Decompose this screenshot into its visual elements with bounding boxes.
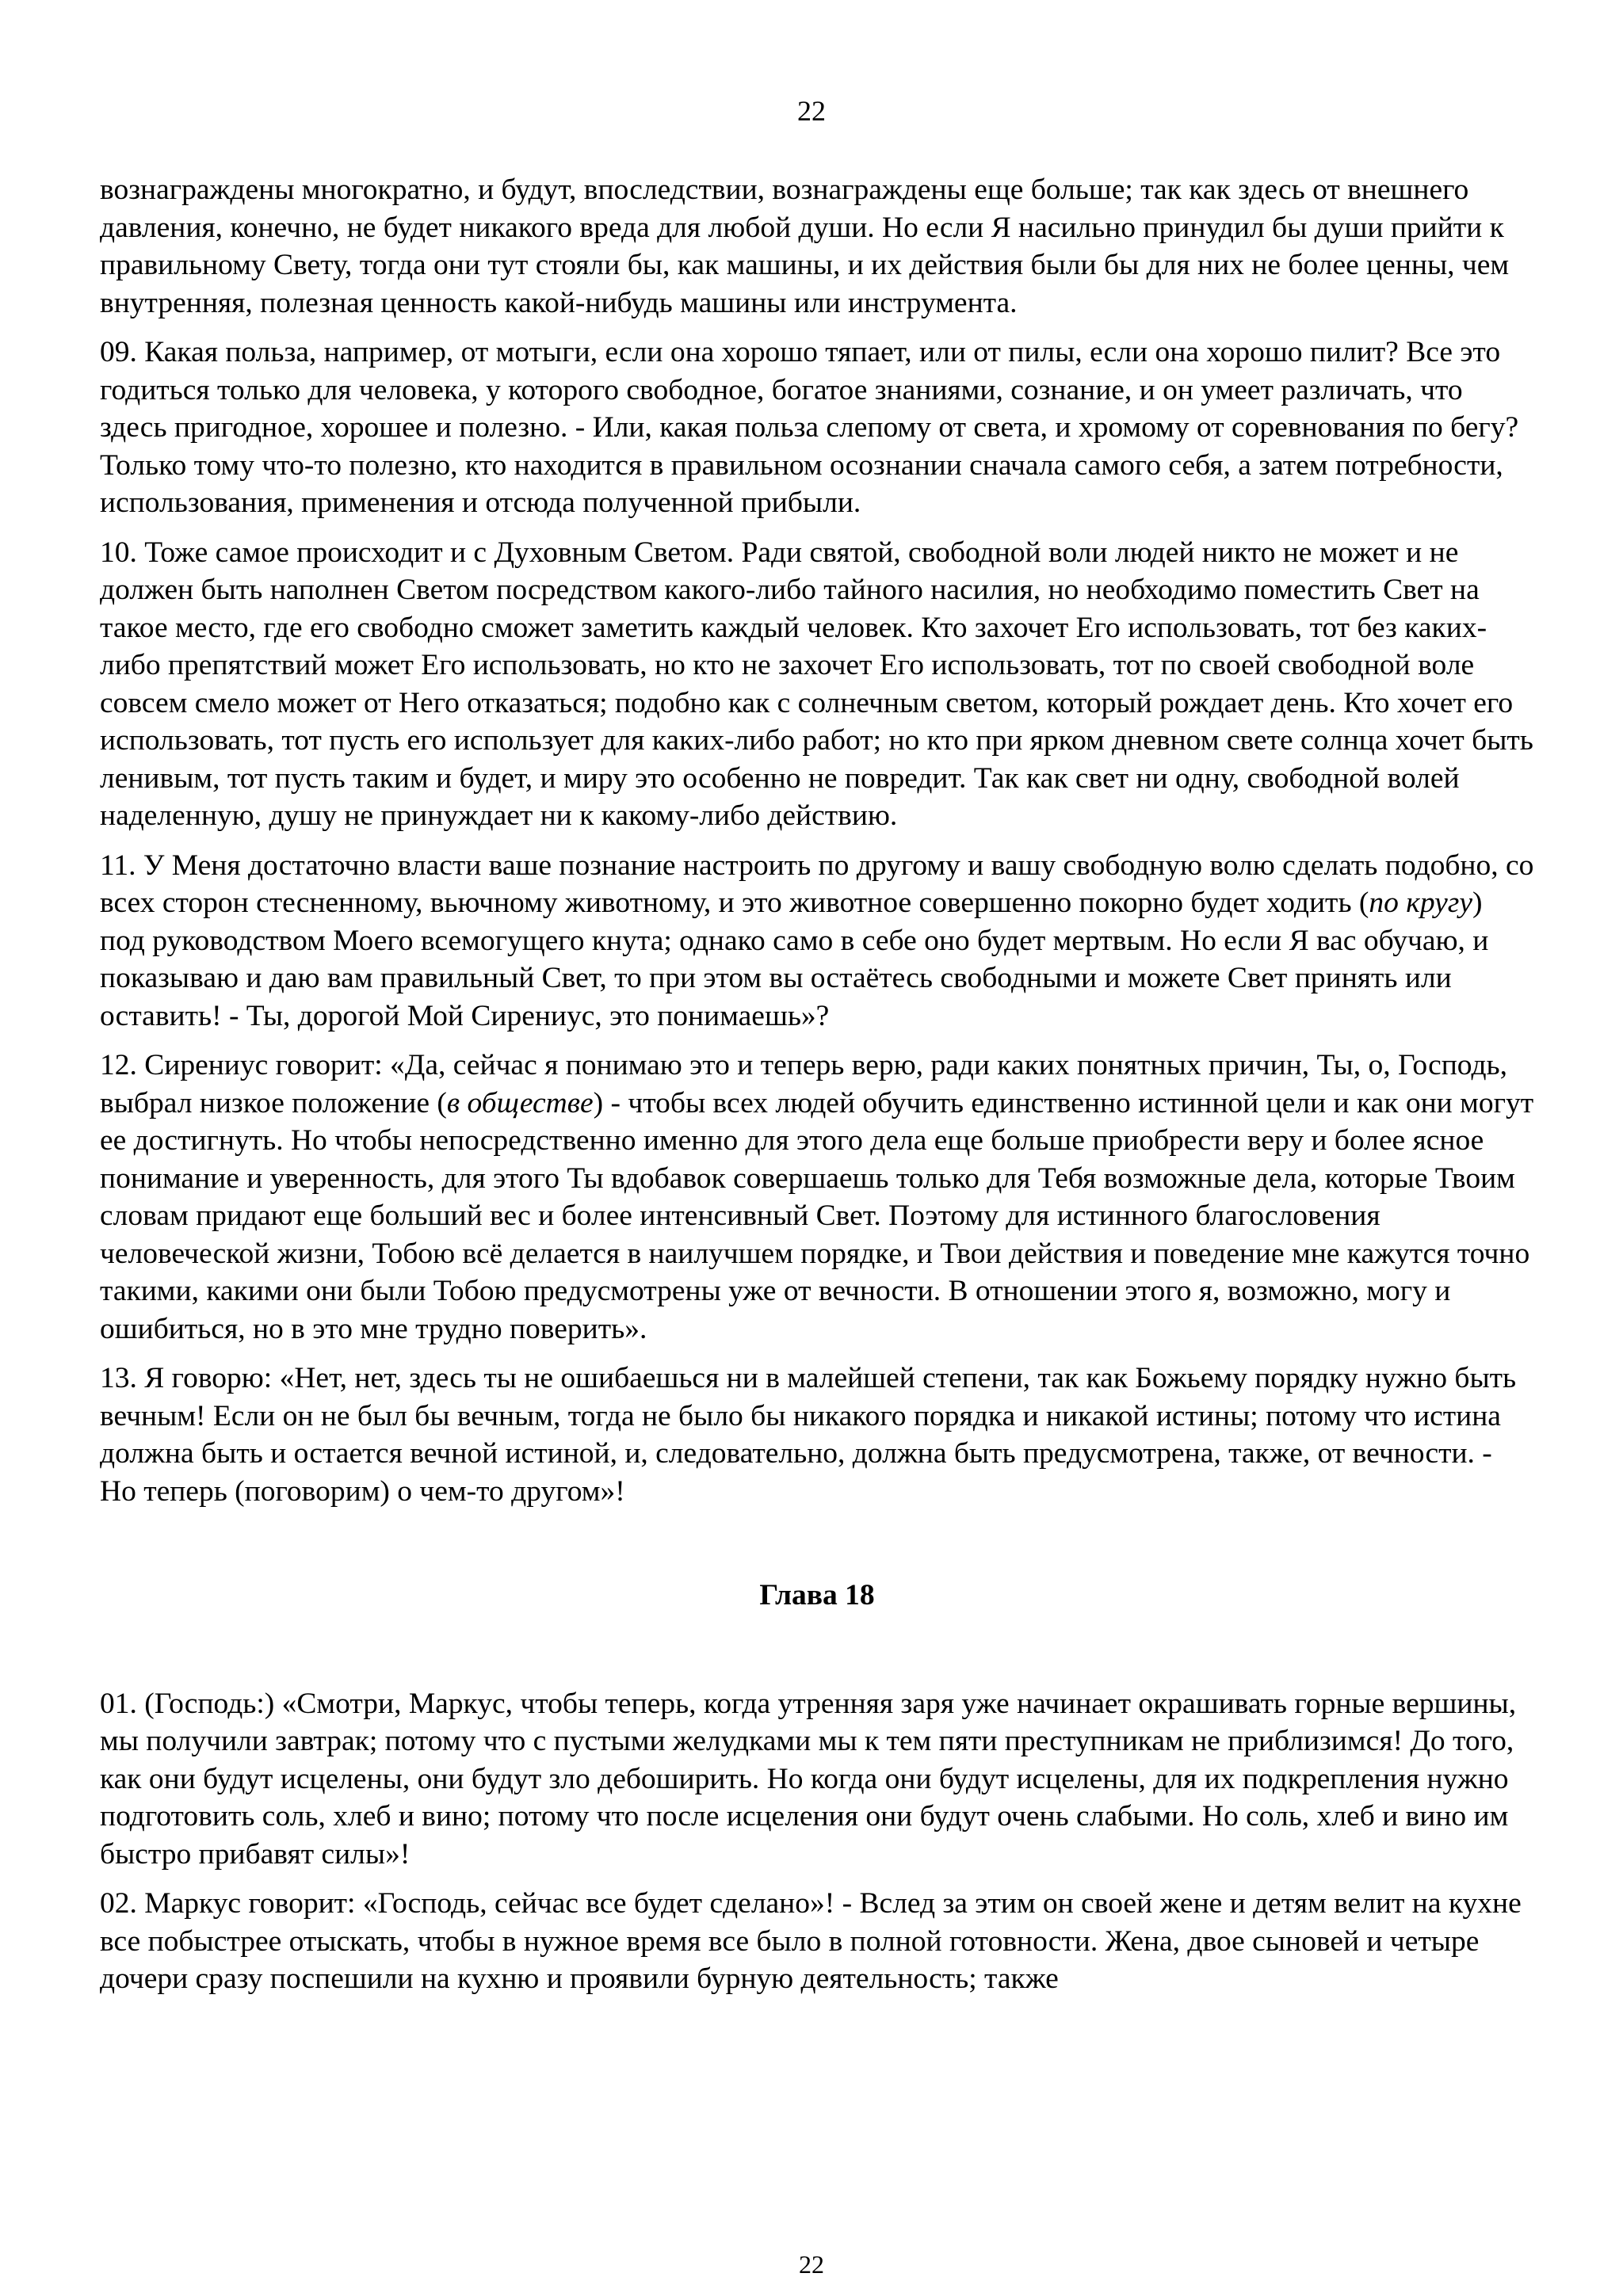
paragraph xyxy=(100,171,1534,322)
text-run: 12. Сирениус говорит: «Да, сейчас я понимаю это и теперь верю, ради каких понятных причин, Ты, о, Господь, выбрал низкое положение ( xyxy=(100,1049,1508,1119)
paragraph xyxy=(100,847,1534,1035)
text-run: 11. У Меня достаточно власти ваше познание настроить по другому и вашу свободную волю сделать подобно, со всех сторон стесненному, вьючному животному, и это животное совершенно покорно будет ходить ( xyxy=(100,849,1534,919)
text-run: ) - чтобы всех людей обучить единственно истинной цели и как они могут ее достигнуть. Но чтобы непосредственно именно для этого дела еще больше приобрести веру и более ясное понимание и уверенность, для этого Ты вдобавок совершаешь только для Тебя возможные дела, которые Твоим словам придают еще больший вес и более интенсивный Свет. Поэтому для истинного благословения человеческой жизни, Тобою всё делается в наилучшем порядке, и Твои действия и поведение мне кажутся точно такими, какими они были Тобою предусмотрены уже от вечности. В отношении этого я, возможно, могу и ошибиться, но в это мне трудно поверить». xyxy=(100,1086,1534,1345)
text-run: 02. Маркус говорит: «Господь, сейчас все будет сделано»! - Вслед за этим он своей жене и детям велит на кухне все побыстрее отыскать, чтобы в нужное время все было в полной готовности. Жена, двое сыновей и четыре дочери сразу поспешили на кухню и проявили бурную деятельность; также xyxy=(100,1887,1522,1995)
text-run: вознаграждены многократно, и будут, впоследствии, вознаграждены еще больше; так как здесь от внешнего давления, конечно, не будет никакого вреда для любой души. Но если Я насильно принудил бы души прийти к правильному Свету, тогда они тут стояли бы, как машины, и их действия были бы для них не более ценны, чем внутренняя, полезная ценность какой-нибудь машины или инструмента. xyxy=(100,174,1510,319)
page-number-bottom: 22 xyxy=(799,2250,824,2279)
paragraph xyxy=(100,1685,1534,1874)
paragraph xyxy=(100,334,1534,522)
page-number-top: 22 xyxy=(797,95,826,127)
text-run: 09. Какая польза, например, от мотыги, если она хорошо тяпает, или от пилы, если она хорошо пилит? Все это годиться только для человека, у которого свободное, богатое знаниями, сознание, и он умеет различать, что здесь пригодное, хорошее и полезно. - Или, какая польза слепому от света, и хромому от соревнования по бегу? Только тому что-то полезно, кто находится в правильном осознании сначала самого себя, а затем потребности, использования, применения и отсюда полученной прибыли. xyxy=(100,336,1519,519)
paragraph xyxy=(100,1047,1534,1348)
italic-text: в обществе xyxy=(446,1086,594,1119)
text-run: 10. Тоже самое происходит и с Духовным Светом. Ради святой, свободной воли людей никто не может и не должен быть наполнен Светом посредством какого-либо тайного насилия, но необходимо поместить Свет на такое место, где его свободно сможет заметить каждый человек. Кто захочет Его использовать, тот без каких-либо препятствий может Его использовать, но кто не захочет Его использовать, тот по своей свободной воле совсем смело может от Него отказаться; подобно как с солнечным светом, который рождает день. Кто хочет его использовать, тот пусть его использует для каких-либо работ; но кто при ярком дневном свете солнца хочет быть ленивым, тот пусть таким и будет, и миру это особенно не повредит. Так как свет ни одну, свободной волей наделенную, душу не принуждает ни к какому-либо действию. xyxy=(100,536,1533,832)
paragraphs-before xyxy=(100,171,1534,1510)
paragraph xyxy=(100,1885,1534,1998)
text-run: 01. (Господь:) «Смотри, Маркус, чтобы теперь, когда утренняя заря уже начинает окрашивать горные вершины, мы получили завтрак; потому что с пустыми желудками мы к тем пяти преступникам не приблизимся! До того, как они будут исцелены, они будут зло дебоширить. Но когда они будут исцелены, для их подкрепления нужно подготовить соль, хлеб и вино; потому что после исцеления они будут очень слабыми. Но соль, хлеб и вино им быстро прибавят силы»! xyxy=(100,1687,1517,1871)
page-content xyxy=(100,171,1534,2010)
paragraph xyxy=(100,1360,1534,1510)
text-run: ) под руководством Моего всемогущего кнута; однако само в себе оно будет мертвым. Но если Я вас обучаю, и показываю и даю вам правильный Свет, то при этом вы остаётесь свободными и можете Свет принять или оставить! - Ты, дорогой Мой Сирениус, это понимаешь»? xyxy=(100,887,1489,1032)
italic-text: по кругу xyxy=(1369,887,1472,919)
chapter-title: Глава 18 xyxy=(759,1579,875,1611)
paragraphs-after xyxy=(100,1685,1534,1998)
text-run: 13. Я говорю: «Нет, нет, здесь ты не ошибаешься ни в малейшей степени, так как Божьему порядку нужно быть вечным! Если он не был бы вечным, тогда не было бы никакого порядка и никакой истины; потому что истина должна быть и остается вечной истиной, и, следовательно, должна быть предусмотрена, также, от вечности. - Но теперь (поговорим) о чем-то другом»! xyxy=(100,1362,1517,1508)
paragraph xyxy=(100,534,1534,835)
